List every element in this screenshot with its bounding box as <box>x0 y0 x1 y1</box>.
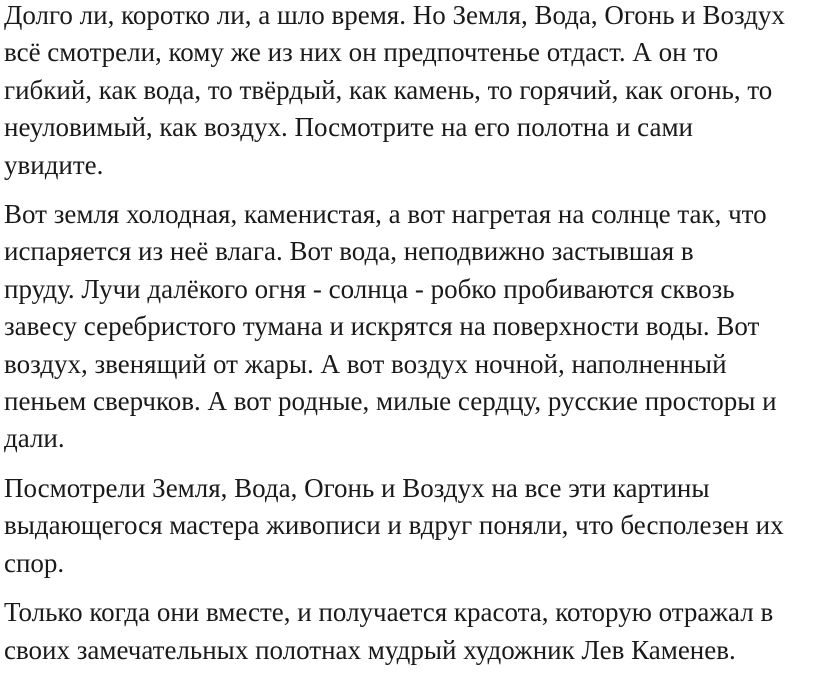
text-line: неуловимый, как воздух. Посмотрите на его полотна и сами <box>4 112 694 143</box>
text-line: Долго ли, коротко ли, а шло время. Но Земля, Вода, Огонь и Воздух <box>4 0 785 30</box>
text-line: всё смотрели, кому же из них он предпочтенье отдаст. А он то <box>4 37 719 68</box>
text-line: воздух, звенящий от жары. А вот воздух ночной, наполненный <box>4 348 727 379</box>
text-line: своих замечательных полотнах мудрый художник Лев Каменев. <box>4 634 736 665</box>
paragraph <box>4 196 816 458</box>
text-line: спор. <box>4 547 65 578</box>
text-line: пеньем сверчков. А вот родные, милые сердцу, русские просторы и <box>4 386 777 417</box>
paragraph <box>4 594 816 669</box>
text-line: испаряется из неё влага. Вот вода, неподвижно застывшая в <box>4 236 694 267</box>
text-line: Только когда они вместе, и получается красота, которую отражал в <box>4 597 774 628</box>
text-line: гибкий, как вода, то твёрдый, как камень, то горячий, как огонь, то <box>4 74 773 105</box>
text-line: увидите. <box>4 149 104 180</box>
text-line: завесу серебристого тумана и искрятся на поверхности воды. Вот <box>4 311 760 342</box>
paragraph <box>4 0 816 184</box>
text-line: Вот земля холодная, каменистая, а вот нагретая на солнце так, что <box>4 199 767 230</box>
text-line: выдающегося мастера живописи и вдруг поняли, что бесполезен их <box>4 510 784 541</box>
paragraph <box>4 470 816 582</box>
text-line: пруду. Лучи далёкого огня - солнца - робко пробиваются сквозь <box>4 273 735 304</box>
text-line: дали. <box>4 423 65 454</box>
text-line: Посмотрели Земля, Вода, Огонь и Воздух на все эти картины <box>4 472 710 503</box>
